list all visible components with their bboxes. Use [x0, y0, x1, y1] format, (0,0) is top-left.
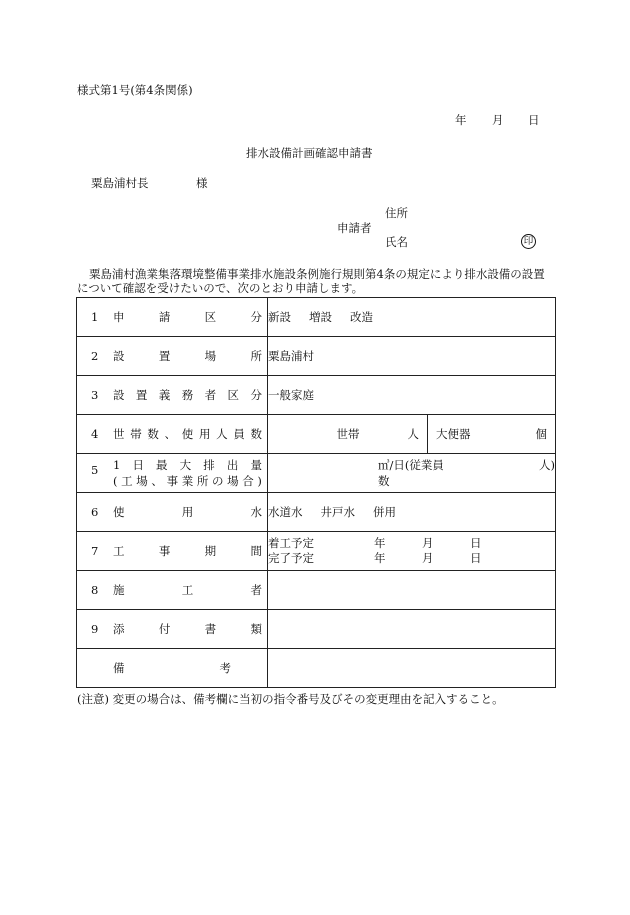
label-char: 場 — [227, 474, 239, 488]
remarks-field[interactable] — [268, 649, 556, 688]
applicant-address-label: 住所 — [385, 206, 408, 220]
row-number: 7 — [91, 544, 99, 558]
label-char: 工 — [121, 474, 133, 488]
label-char: 日 — [132, 458, 144, 472]
option-choice[interactable]: 増設 — [309, 310, 332, 324]
notice-text: (注意) 変更の場合は、備考欄に当初の指令番号及びその変更理由を記入すること。 — [77, 692, 504, 706]
label-cell — [77, 649, 268, 688]
row-label — [113, 348, 262, 364]
label-cell — [77, 376, 268, 415]
row-max-discharge — [77, 454, 556, 493]
application-form-table — [76, 297, 556, 688]
label-char: 設 — [113, 388, 125, 402]
applicant-name-label: 氏名 — [385, 235, 408, 249]
label-char: ) — [257, 474, 262, 488]
label-char: 員 — [233, 427, 245, 441]
row-label — [113, 621, 262, 637]
row-label — [113, 387, 262, 403]
row-label — [113, 582, 262, 598]
row-label-line1 — [113, 457, 262, 473]
label-char: 務 — [181, 388, 194, 402]
label-char: 事 — [166, 474, 179, 488]
label-char: 業 — [181, 474, 194, 488]
label-char: ( — [113, 474, 118, 488]
label-char: 付 — [158, 622, 171, 636]
label-char: 数 — [147, 427, 159, 441]
label-char: 水 — [250, 505, 262, 519]
label-char: 区 — [204, 310, 217, 324]
label-char: 出 — [226, 458, 239, 472]
row-number: 6 — [91, 505, 99, 519]
row-label-line2 — [113, 473, 262, 489]
label-char: 工 — [181, 583, 194, 597]
label-char: 所 — [250, 349, 262, 363]
row-construction-period — [77, 532, 556, 571]
label-cell — [77, 610, 268, 649]
label-cell — [77, 571, 268, 610]
households-cell — [268, 415, 556, 454]
option-choice[interactable]: 水道水 — [268, 505, 303, 519]
label-char: 、 — [164, 427, 177, 441]
addressee-honorific: 様 — [196, 176, 208, 190]
label-char: 最 — [156, 458, 168, 472]
row-label — [113, 504, 262, 520]
label-char: 備 — [113, 661, 125, 675]
label-char: 用 — [181, 505, 194, 519]
applicant-label: 申請者 — [337, 221, 372, 235]
label-char: 大 — [179, 458, 192, 472]
label-char: 分 — [250, 388, 262, 402]
label-char: 類 — [250, 622, 262, 636]
label-char: 用 — [198, 427, 211, 441]
row-obligor-type — [77, 376, 556, 415]
label-cell — [77, 298, 268, 337]
row-label — [113, 309, 262, 325]
row-number: 3 — [91, 388, 99, 402]
date-month-label: 月 — [492, 113, 504, 127]
label-char: 義 — [158, 388, 171, 402]
label-cell — [77, 454, 268, 493]
row-number: 5 — [91, 463, 99, 477]
label-char: 設 — [113, 349, 125, 363]
contractor-field[interactable] — [268, 571, 556, 610]
label-char: 置 — [158, 349, 171, 363]
label-char: 考 — [219, 661, 231, 675]
label-char: 1 — [113, 458, 121, 472]
label-char: 排 — [203, 458, 215, 472]
row-number: 4 — [91, 427, 99, 441]
label-char: 施 — [113, 583, 125, 597]
row-location — [77, 337, 556, 376]
label-char: 分 — [250, 310, 262, 324]
label-char: 合 — [242, 474, 254, 488]
households-field[interactable]: 世帯 人 — [268, 415, 428, 453]
label-cell — [77, 532, 268, 571]
form-number: 様式第1号(第4条関係) — [77, 83, 193, 97]
label-char: の — [211, 474, 224, 488]
row-water-source — [77, 493, 556, 532]
option-choice[interactable]: 井戸水 — [320, 505, 355, 519]
obligor-type-field[interactable]: 一般家庭 — [268, 376, 556, 415]
label-char: 所 — [196, 474, 209, 488]
location-field[interactable]: 粟島浦村 — [268, 337, 556, 376]
label-char: 添 — [113, 622, 125, 636]
construction-period-field[interactable]: 着工予定 年 月 日 完了予定 年 月 日 — [268, 532, 556, 571]
option-choice[interactable]: 改造 — [350, 310, 373, 324]
label-char: 場 — [136, 474, 148, 488]
max-discharge-field[interactable]: ㎥/日(従業員数 人) — [268, 454, 556, 493]
option-choice[interactable]: 併用 — [373, 505, 396, 519]
row-contractor — [77, 571, 556, 610]
label-cell — [77, 493, 268, 532]
label-char: 区 — [227, 388, 240, 402]
row-remarks — [77, 649, 556, 688]
addressee: 粟島浦村長 — [91, 176, 149, 190]
label-char: 使 — [113, 505, 125, 519]
row-application-type — [77, 298, 556, 337]
label-char: 場 — [204, 349, 217, 363]
label-char: 置 — [135, 388, 148, 402]
row-households — [77, 415, 556, 454]
date-day-label: 日 — [528, 113, 540, 127]
remarks-label — [77, 660, 267, 676]
label-char: 請 — [158, 310, 171, 324]
row-number: 9 — [91, 622, 99, 636]
row-label — [113, 543, 262, 559]
label-char: 量 — [250, 458, 262, 472]
label-char: 使 — [181, 427, 194, 441]
label-cell — [77, 415, 268, 454]
label-char: 者 — [204, 388, 217, 402]
label-char: 間 — [250, 544, 262, 558]
label-char: 申 — [113, 310, 125, 324]
application-type-options[interactable] — [268, 298, 556, 337]
label-char: 者 — [250, 583, 262, 597]
label-char: 数 — [250, 427, 262, 441]
label-cell — [77, 337, 268, 376]
row-number: 8 — [91, 583, 99, 597]
date-year-label: 年 — [455, 113, 467, 127]
row-attachments — [77, 610, 556, 649]
row-label — [113, 426, 262, 442]
label-char: 事 — [158, 544, 171, 558]
seal-mark: 印 — [521, 234, 536, 249]
water-source-options[interactable] — [268, 493, 556, 532]
option-choice[interactable]: 新設 — [268, 310, 291, 324]
attachments-field[interactable] — [268, 610, 556, 649]
label-char: 書 — [204, 622, 217, 636]
document-title: 排水設備計画確認申請書 — [246, 146, 373, 160]
label-char: 帯 — [130, 427, 142, 441]
label-char: 工 — [113, 544, 125, 558]
label-char: 世 — [113, 427, 125, 441]
row-number: 2 — [91, 349, 99, 363]
label-char: 期 — [204, 544, 217, 558]
label-char: 人 — [216, 427, 228, 441]
intro-paragraph: 粟島浦村漁業集落環境整備事業排水施設条例施行規則第4条の規定により排水設備の設置について確認を受けたいので、次のとおり申請します。 — [77, 267, 545, 295]
toilet-field[interactable]: 大便器 個 — [436, 427, 547, 441]
label-char: 、 — [151, 474, 163, 488]
row-number: 1 — [91, 310, 99, 324]
